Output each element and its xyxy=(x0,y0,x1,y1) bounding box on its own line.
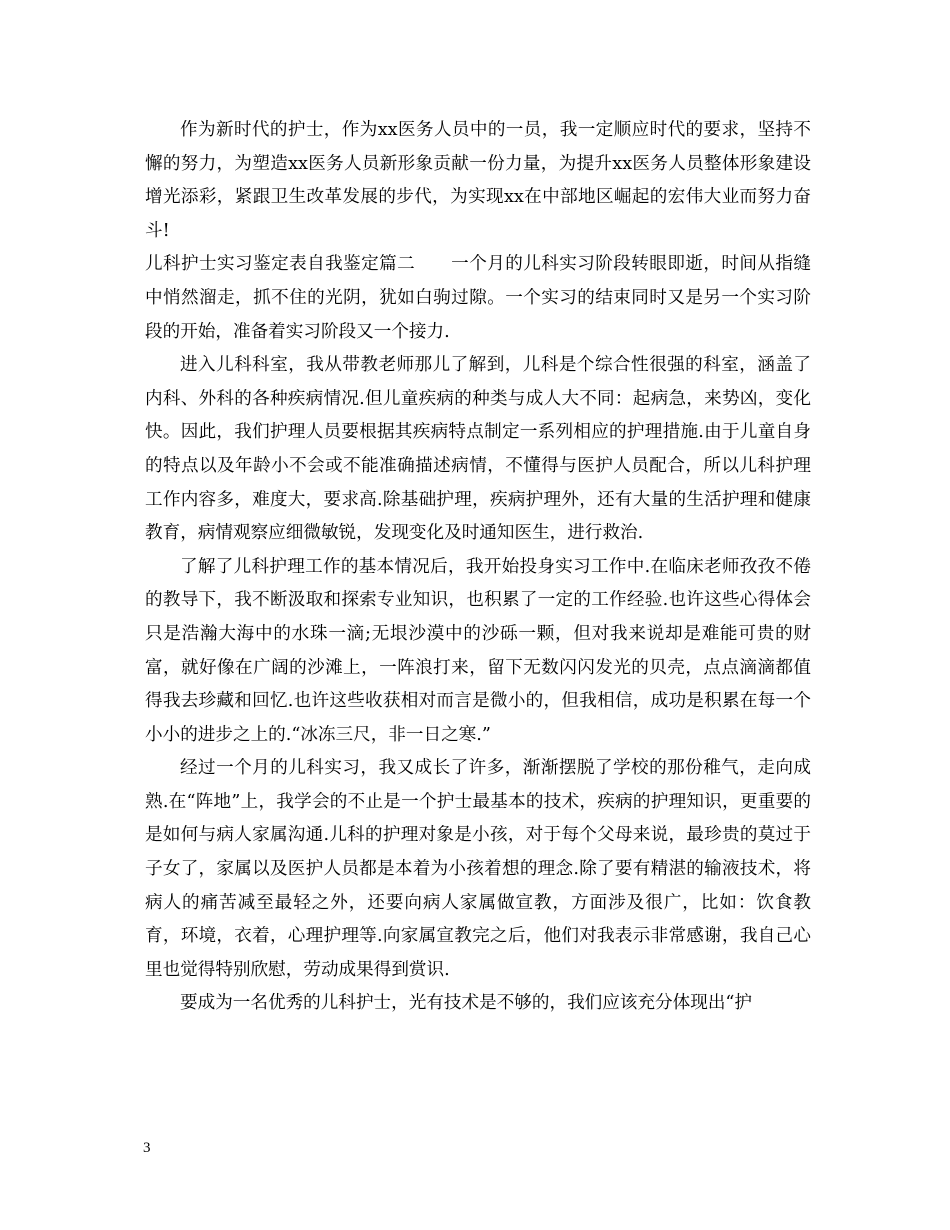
document-page xyxy=(145,114,811,1021)
paragraph-5: 经过一个月的儿科实习，我又成长了许多，渐渐摆脱了学校的那份稚气，走向成熟.在“阵地”上，我学会的不止是一个护士最基本的技术，疾病的护理知识，更重要的是如何与病人家属沟通.儿科的护理对象是小孩，对于每个父母来说，最珍贵的莫过于子女了，家属以及医护人员都是本着为小孩着想的理念.除了要有精湛的输液技术，将病人的痛苦减至最轻之外，还要向病人家属做宣教，方面涉及很广，比如：饮食教育，环境，衣着，心理护理等.向家属宣教完之后，他们对我表示非常感谢，我自己心里也觉得特别欣慰，劳动成果得到赏识. xyxy=(145,758,811,980)
paragraph-6: 要成为一名优秀的儿科护士，光有技术是不够的，我们应该充分体现出“护 xyxy=(180,993,752,1014)
paragraph-4: 了解了儿科护理工作的基本情况后，我开始投身实习工作中.在临床老师孜孜不倦的教导下，我不断汲取和探索专业知识，也积累了一定的工作经验.也许这些心得体会只是浩瀚大海中的水珠一滴;无垠沙漠中的沙砾一颗，但对我来说却是难能可贵的财富，就好像在广阔的沙滩上，一阵浪打来，留下无数闪闪发光的贝壳，点点滴滴都值得我去珍藏和回忆.也许这些收获相对而言是微小的，但我相信，成功是积累在每一个小小的进步之上的.“冰冻三尺，非一日之寒.” xyxy=(145,556,811,745)
paragraph-1: 作为新时代的护士，作为xx医务人员中的一员，我一定顺应时代的要求，坚持不懈的努力，为塑造xx医务人员新形象贡献一份力量，为提升xx医务人员整体形象建设增光添彩，紧跟卫生改革发展的步代，为实现xx在中部地区崛起的宏伟大业而努力奋斗! xyxy=(145,120,811,241)
page-number: 3 xyxy=(143,1140,151,1156)
paragraph-2-section-heading: 儿科护士实习鉴定表自我鉴定篇二 一个月的儿科实习阶段转眼即逝，时间从指缝中悄然溜走，抓不住的光阴，犹如白驹过隙。一个实习的结束同时又是另一个实习阶段的开始，准备着实习阶段又一个接力. xyxy=(145,254,811,342)
paragraph-3: 进入儿科科室，我从带教老师那儿了解到，儿科是个综合性很强的科室，涵盖了内科、外科的各种疾病情况.但儿童疾病的种类与成人大不同：起病急，来势凶，变化快。因此，我们护理人员要根据其疾病特点制定一系列相应的护理措施.由于儿童自身的特点以及年龄小不会或不能准确描述病情，不懂得与医护人员配合，所以儿科护理工作内容多，难度大，要求高.除基础护理，疾病护理外，还有大量的生活护理和健康教育，病情观察应细微敏锐，发现变化及时通知医生，进行救治. xyxy=(145,355,811,544)
